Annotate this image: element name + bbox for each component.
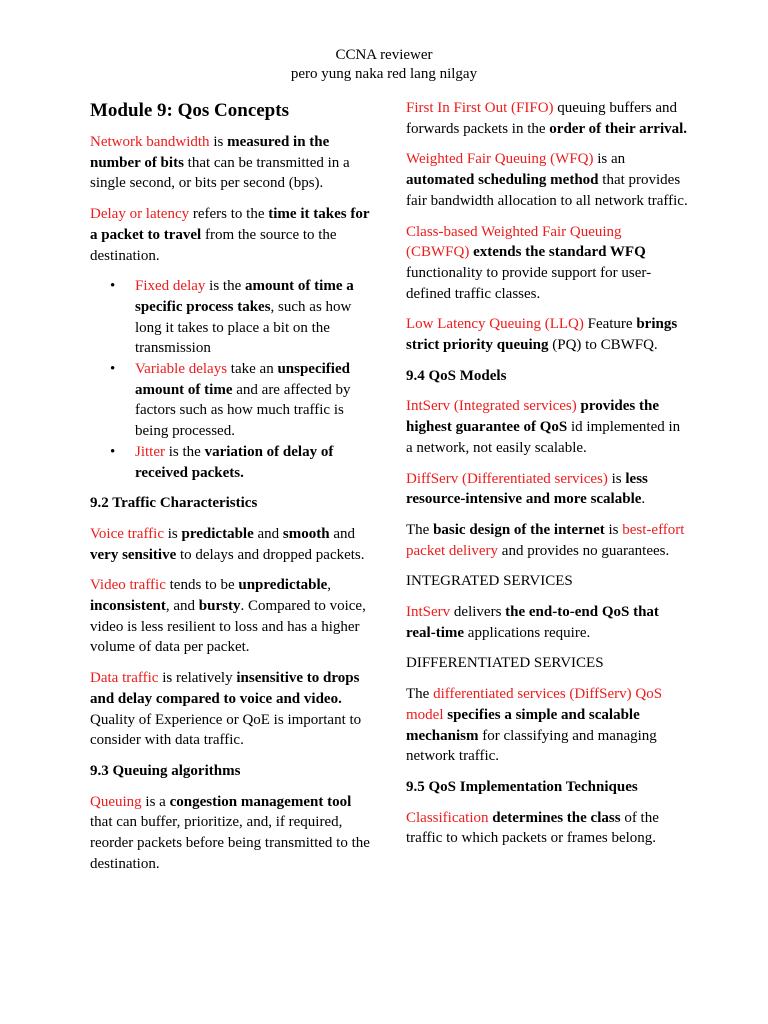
text: ,: [327, 577, 332, 594]
text: id implemented in a network, not easily scalable.: [406, 419, 681, 456]
left-column: [90, 98, 370, 885]
text: , such as how long it takes to place a bit on the transmission: [135, 298, 352, 357]
paragraph-wfq: [406, 149, 688, 211]
paragraph-intserv-delivers: [406, 602, 688, 643]
section-heading-differentiated-services: DIFFERENTIATED SERVICES: [406, 655, 604, 672]
emphasis: amount of time a specific process takes: [135, 278, 354, 315]
text: applications require.: [464, 624, 591, 641]
list-item-variable-delays: [90, 359, 370, 442]
text: , and: [165, 598, 199, 615]
term-fifo: First In First Out (FIFO): [406, 100, 554, 116]
text: is relatively: [158, 670, 237, 687]
term-best-effort: best-effort packet delivery: [406, 521, 685, 559]
term-voice-traffic: Voice traffic: [90, 525, 164, 542]
term-video-traffic: Video traffic: [90, 577, 166, 594]
text: delivers: [450, 604, 506, 621]
term-cbwfq: Class-based Weighted Fair Queuing (CBWFQ): [406, 223, 622, 261]
text: that can be transmitted in a single second, or bits per second (bps).: [90, 154, 350, 192]
section-heading-traffic: 9.2 Traffic Characteristics: [90, 495, 258, 512]
text: The: [406, 521, 434, 538]
term-data-traffic: Data traffic: [90, 670, 159, 687]
emphasis: bursty: [198, 598, 241, 615]
text: .: [641, 491, 646, 508]
page-header: [0, 46, 768, 84]
bullet-icon: •: [110, 443, 116, 460]
term-queuing: Queuing: [90, 793, 142, 810]
paragraph-intserv: [406, 396, 688, 458]
list-item-fixed-delay: [90, 276, 370, 359]
text: from the source to the destination.: [90, 226, 337, 264]
emphasis: automated scheduling method: [406, 172, 599, 189]
term-delay-latency: Delay or latency: [90, 206, 190, 223]
term-intserv: IntServ (Integrated services): [406, 398, 577, 415]
text: The: [406, 686, 434, 703]
term-wfq: Weighted Fair Queuing (WFQ): [406, 151, 594, 168]
emphasis: determines the class: [492, 809, 621, 826]
term-network-bandwidth: Network bandwidth: [90, 134, 210, 150]
paragraph-diffserv: [406, 469, 688, 510]
text: for classifying and managing network traffic.: [406, 727, 657, 765]
term-diffserv-model: differentiated services (DiffServ) QoS model: [406, 686, 663, 723]
paragraph-diffserv-model: [406, 684, 688, 767]
emphasis: measured in the number of bits: [90, 134, 330, 171]
text: (PQ) to CBWFQ.: [548, 337, 658, 354]
emphasis: predictable: [181, 525, 254, 542]
paragraph-network-bandwidth: [90, 132, 370, 194]
text: that can buffer, prioritize, and, if required, reorder packets before being transmitted to the destination.: [90, 814, 370, 872]
section-heading-integrated-services: INTEGRATED SERVICES: [406, 573, 573, 590]
paragraph-delay: [90, 204, 370, 266]
paragraph-data-traffic: [90, 668, 370, 751]
text: is the: [165, 443, 205, 460]
text: Quality of Experience or QoE is important to consider with data traffic.: [90, 711, 362, 749]
text: is: [164, 525, 182, 542]
paragraph-queuing: [90, 792, 370, 875]
text: is the: [205, 278, 245, 295]
paragraph-cbwfq: [406, 222, 688, 305]
text: is: [604, 521, 623, 538]
paragraph-llq: [406, 314, 688, 355]
text: tends to be: [165, 577, 239, 594]
text: queuing buffers and forwards packets in the: [406, 100, 677, 137]
text: . Compared to voice, video is less resilient to loss and has a higher volume of data per packet.: [90, 598, 366, 656]
text: is: [607, 470, 626, 487]
emphasis: congestion management tool: [169, 793, 352, 810]
emphasis: extends the standard WFQ: [473, 244, 646, 261]
section-heading-queuing: 9.3 Queuing algorithms: [90, 762, 241, 779]
text: Feature: [583, 316, 637, 333]
text: and: [253, 525, 283, 542]
module-title: Module 9: Qos Concepts: [90, 100, 289, 121]
right-column: [406, 98, 688, 859]
text: to delays and dropped packets.: [176, 546, 365, 563]
emphasis: unpredictable: [238, 577, 328, 594]
paragraph-voice-traffic: [90, 524, 370, 565]
text: is: [209, 134, 228, 150]
paragraph-classification: [406, 808, 688, 849]
term-intserv-short: IntServ: [406, 604, 451, 621]
emphasis: very sensitive: [90, 546, 177, 563]
term-fixed-delay: Fixed delay: [135, 278, 206, 295]
emphasis: specifies a simple and scalable mechanism: [406, 706, 640, 744]
list-item-jitter: [90, 442, 370, 483]
text: is an: [593, 151, 626, 168]
emphasis: insensitive to drops and delay compared to voice and video.: [90, 670, 360, 707]
text: refers to the: [189, 206, 269, 223]
term-llq: Low Latency Queuing (LLQ): [406, 316, 584, 333]
section-heading-implementation: 9.5 QoS Implementation Techniques: [406, 778, 638, 795]
text: and provides no guarantees.: [498, 542, 670, 559]
emphasis: basic design of the internet: [433, 521, 605, 538]
emphasis: inconsistent: [90, 598, 166, 615]
section-heading-qos-models: 9.4 QoS Models: [406, 367, 507, 384]
delay-types-list: [90, 276, 370, 483]
emphasis: unspecified amount of time: [135, 361, 350, 398]
text: of the traffic to which packets or frames belong.: [406, 809, 659, 847]
text: functionality to provide support for user-defined traffic classes.: [406, 264, 652, 302]
emphasis: brings strict priority queuing: [406, 316, 678, 354]
bullet-icon: •: [110, 278, 116, 295]
text: take an: [227, 361, 278, 378]
emphasis: the end-to-end QoS that real-time: [406, 604, 659, 641]
emphasis: variation of delay of received packets.: [135, 443, 334, 481]
term-diffserv: DiffServ (Differentiated services): [406, 470, 608, 487]
paragraph-internet-design: [406, 520, 688, 561]
term-jitter: Jitter: [135, 443, 165, 460]
text: and: [329, 525, 355, 542]
header-title: CCNA reviewer: [335, 47, 433, 63]
header-subtitle: pero yung naka red lang nilgay: [290, 66, 478, 82]
term-variable-delays: Variable delays: [135, 361, 228, 378]
emphasis: less resource-intensive and more scalable: [406, 470, 648, 508]
emphasis: provides the highest guarantee of QoS: [406, 398, 659, 436]
text: is a: [141, 793, 170, 810]
text: that provides fair bandwidth allocation to all network traffic.: [406, 172, 688, 209]
emphasis: order of their arrival.: [549, 120, 688, 137]
term-classification: Classification: [406, 809, 489, 826]
emphasis: time it takes for a packet to travel: [90, 206, 370, 243]
paragraph-fifo: [406, 98, 688, 139]
text: and are affected by factors such as how much traffic is being processed.: [135, 381, 351, 440]
emphasis: smooth: [282, 525, 330, 542]
paragraph-video-traffic: [90, 575, 370, 658]
bullet-icon: •: [110, 361, 116, 378]
